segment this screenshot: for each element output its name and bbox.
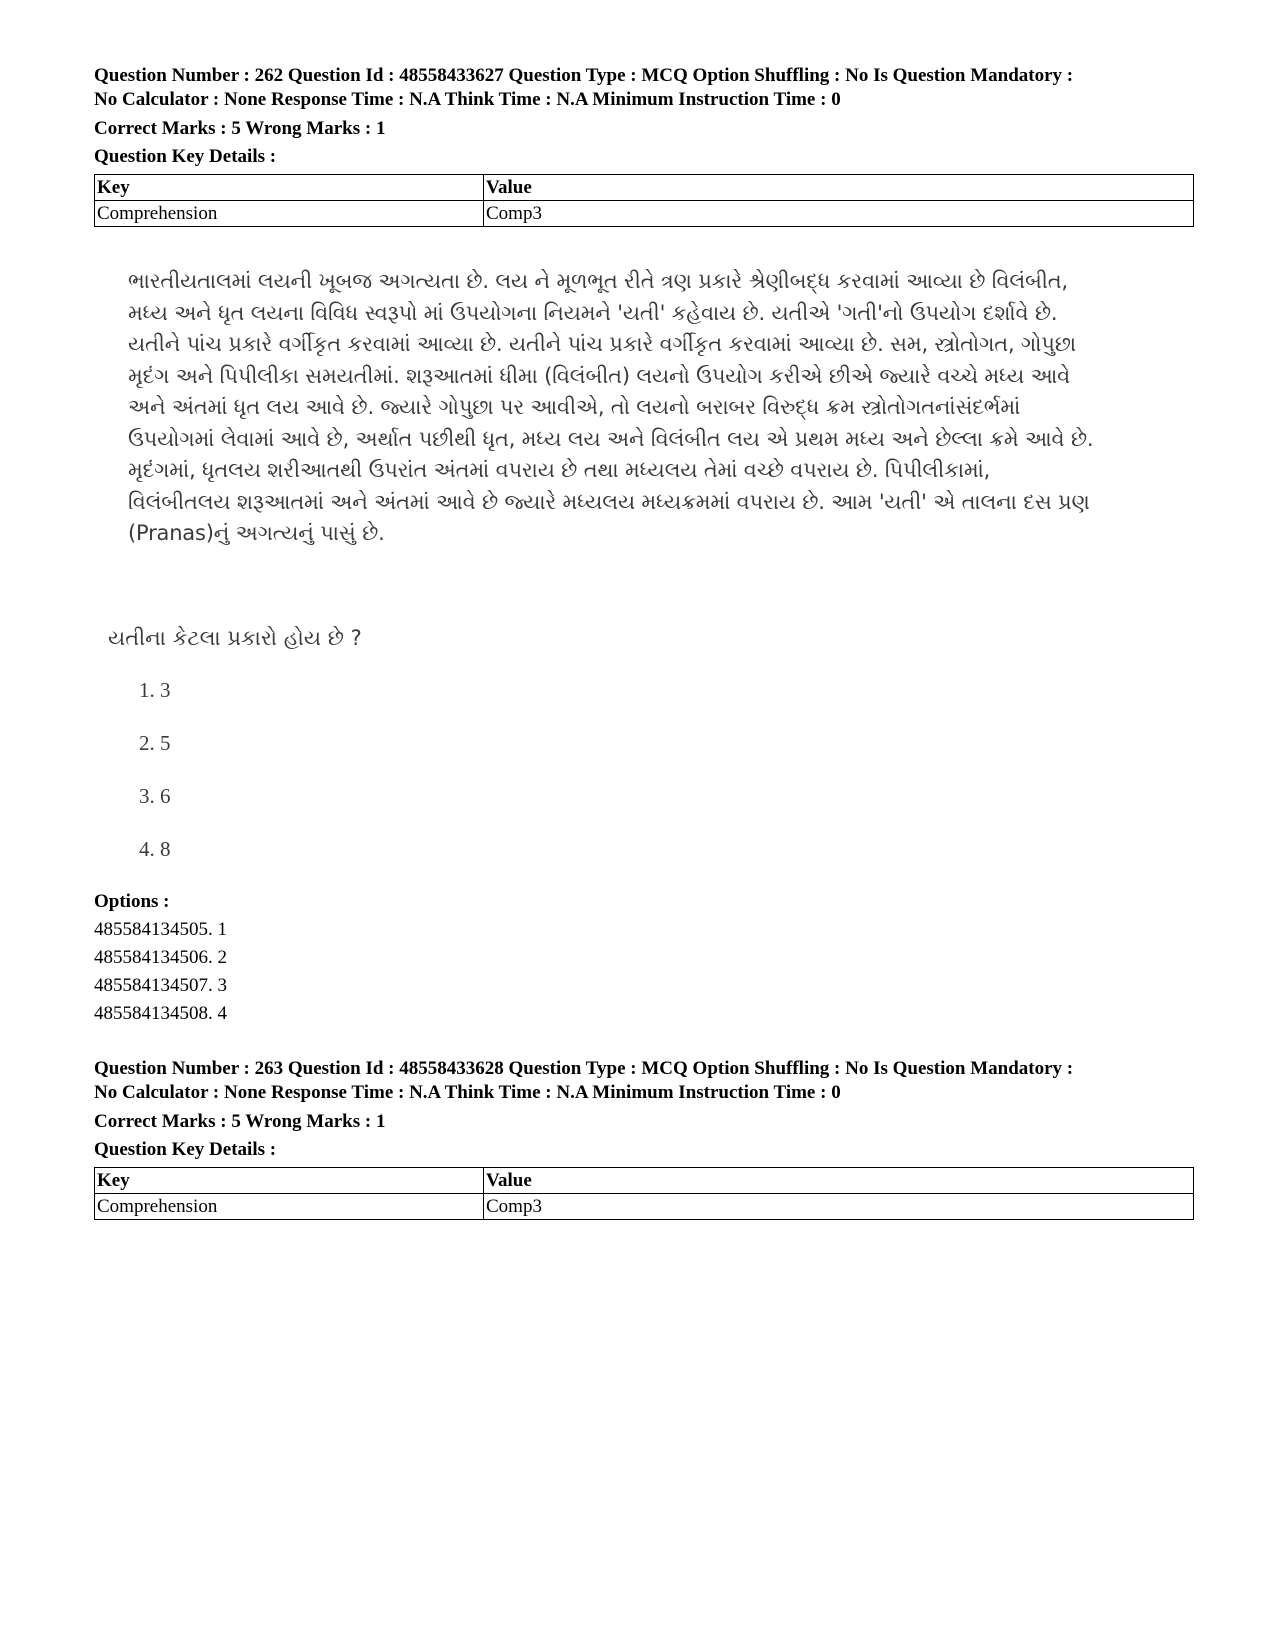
question-263-header <box>94 1057 1194 1220</box>
option-row: 485584134505. 1 <box>94 919 227 940</box>
table-header-row <box>95 1168 1194 1194</box>
table-header-key: Key <box>95 175 484 201</box>
question-meta-line-2: No Calculator : None Response Time : N.A Think Time : N.A Minimum Instruction Time : 0 <box>94 1082 841 1103</box>
passage-line: (Pranas)નું અગત્યનું પાસું છે. <box>128 521 385 545</box>
marks-line: Correct Marks : 5 Wrong Marks : 1 <box>94 118 386 139</box>
key-details-label: Question Key Details : <box>94 146 277 167</box>
marks-line: Correct Marks : 5 Wrong Marks : 1 <box>94 1111 386 1132</box>
passage-line: મૃદંગમાં, ધૃતલય શરીઆતથી ઉપરાંત અંતમાં વપરાય છે તથા મધ્યલય તેમાં વચ્છે વપરાય છે. પિપીલીકામાં, <box>128 458 991 482</box>
options-label: Options : <box>94 891 170 912</box>
key-details-label: Question Key Details : <box>94 1139 277 1160</box>
passage-line: મધ્ય અને ધૃત લયના વિવિધ સ્વરૂપો માં ઉપયોગના નિયમને 'યતી' કહેવાય છે. યતીએ 'ગતી'નો ઉપયોગ દર્શાવે છે. <box>128 300 1058 325</box>
key-details-table <box>94 174 1194 227</box>
passage-line: ભારતીયતાલમાં લયની ખૂબજ અગત્યતા છે. લય ને મૂળભૂત રીતે ત્રણ પ્રકારે શ્રેણીબદ્ધ કરવામાં આવ્યા છે વિલંબીત, <box>128 269 1068 293</box>
option-row: 485584134508. 4 <box>94 1003 227 1024</box>
table-header-value: Value <box>484 1168 1194 1194</box>
table-header-key: Key <box>95 1168 484 1194</box>
question-meta-line-1: Question Number : 262 Question Id : 48558433627 Question Type : MCQ Option Shuffling : No Is Question Mandatory : <box>94 65 1074 86</box>
passage-line: અને અંતમાં ધૃત લય આવે છે. જ્યારે ગોપુછા પર આવીએ, તો લયનો બરાબર વિરુદ્ધ ક્રમ સ્ત્રોતોગતનાંસંદર્ભમાં <box>128 395 1021 419</box>
passage-line: વિલંબીતલય શરૂઆતમાં અને અંતમાં આવે છે જ્યારે મધ્યલય મધ્યક્રમમાં વપરાય છે. આમ 'યતી' એ તાલના દસ પ્રણ <box>128 489 1090 514</box>
choice-item: 2. 5 <box>139 731 171 755</box>
option-row: 485584134506. 2 <box>94 947 227 968</box>
table-cell-value: Comp3 <box>484 1194 1194 1220</box>
table-header-value: Value <box>484 175 1194 201</box>
passage-line: ઉપયોગમાં લેવામાં આવે છે, અર્થાત પછીથી ધૃત, મધ્ય લય અને વિલંબીત લય એ પ્રથમ મધ્ય અને છેલ્લા ક્રમે આવે છે. <box>128 426 1094 451</box>
key-details-table <box>94 1167 1194 1220</box>
question-meta-line-2: No Calculator : None Response Time : N.A Think Time : N.A Minimum Instruction Time : 0 <box>94 89 841 110</box>
comprehension-passage <box>128 266 1188 550</box>
question-text: યતીના કેટલા પ્રકારો હોય છે ? <box>108 626 362 650</box>
table-cell-key: Comprehension <box>95 201 484 227</box>
choice-item: 4. 8 <box>139 837 171 861</box>
question-meta-line-1: Question Number : 263 Question Id : 48558433628 Question Type : MCQ Option Shuffling : No Is Question Mandatory : <box>94 1058 1074 1079</box>
option-row: 485584134507. 3 <box>94 975 227 996</box>
question-262-header <box>94 64 1194 227</box>
choice-item: 3. 6 <box>139 784 171 808</box>
passage-line: મૃદંગ અને પિપીલીકા સમયતીમાં. શરૂઆતમાં ધીમા (વિલંબીત) લયનો ઉપયોગ કરીએ છીએ જ્યારે વચ્ચે મધ્ય આવે <box>128 363 1070 388</box>
table-header-row <box>95 175 1194 201</box>
table-row <box>95 1194 1194 1220</box>
table-row <box>95 201 1194 227</box>
table-cell-key: Comprehension <box>95 1194 484 1220</box>
table-cell-value: Comp3 <box>484 201 1194 227</box>
passage-line: યતીને પાંચ પ્રકારે વર્ગીકૃત કરવામાં આવ્યા છે. યતીને પાંચ પ્રકારે વર્ગીકૃત કરવામાં આવ્યા છે. સમ, સ્ત્રોતોગત, ગોપુછા <box>128 332 1076 356</box>
choice-item: 1. 3 <box>139 678 171 702</box>
